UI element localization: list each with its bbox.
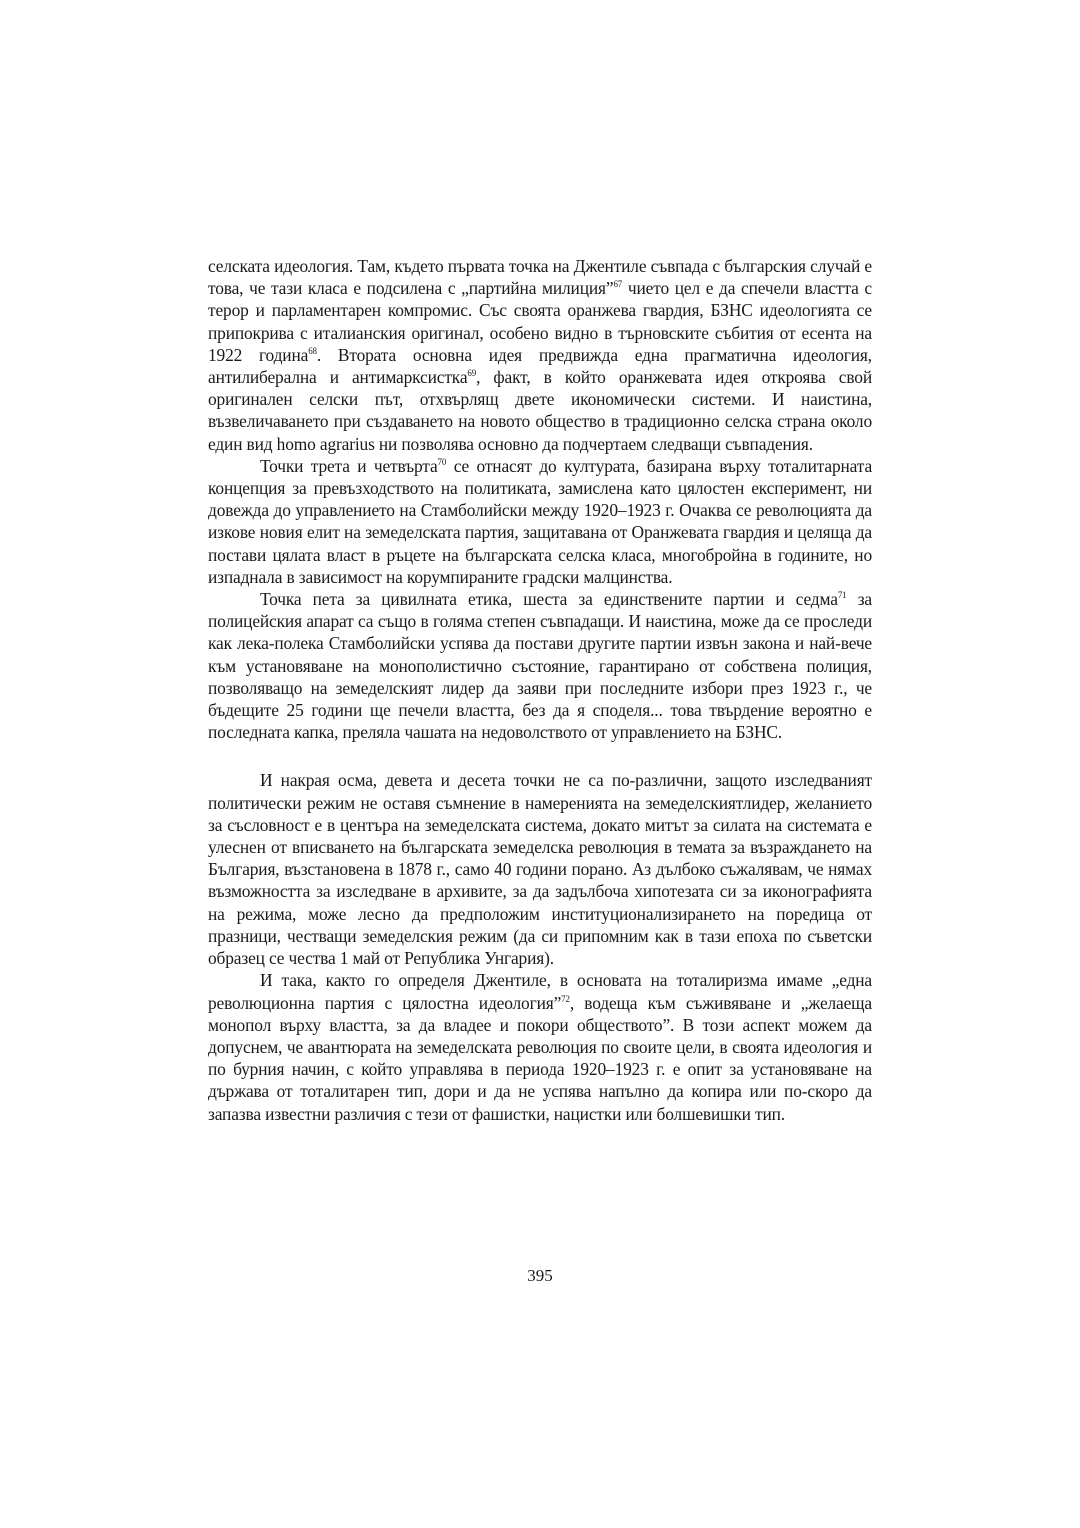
paragraph-1-text-d: , факт, в който оранжевата идея откроява свой оригинален селски път, отхвърлящ двете икономически системи. И наистина, възвеличаването при създаването на новото общество в традиционно селска страна около един вид homo agrarius ни позволява основно да подчертаем следващи съвпадения. <box>208 367 872 454</box>
paragraph-4 <box>208 769 872 969</box>
page-body <box>208 255 872 1125</box>
footnote-ref-67[interactable]: 67 <box>613 279 623 290</box>
paragraph-1-text-b: чието цел е да спечели властта с терор и парламентарен компромис. Със своята оранжева гвардия, БЗНС идеологията се припокрива с италианския оригинал, особено видно в търновските събития от есента на 1922 година <box>208 278 872 365</box>
footnote-ref-70[interactable]: 70 <box>437 456 447 467</box>
paragraph-5-text-b: , водеща към съживяване и „желаеща монопол върху властта, за да владее и покори обществото”. В този аспект можем да допуснем, че авантюрата на земеделската революция по своите цели, в своята идеология и по бурния начин, с който управлява в периода 1920–1923 г. е опит за установяване на държава от тоталитарен тип, дори и да не успява напълно да копира или по-скоро да запазва известни различия с тези от фашистки, нацистки или болшевишки тип. <box>208 992 872 1124</box>
paragraph-3-text-a: Точка пета за цивилната етика, шеста за единствените партии и седма <box>260 589 838 610</box>
footnote-ref-68[interactable]: 68 <box>308 345 317 356</box>
paragraph-5-text-a: И така, както го определя Джентиле, в основата на тоталиризма имаме „една революционна партия с цялостна идеология” <box>208 970 872 1013</box>
footnote-ref-69[interactable]: 69 <box>467 368 477 379</box>
paragraph-1-text-c: . Втората основна идея предвижда една прагматична идеология, антилиберална и антимарксистка <box>208 344 872 388</box>
paragraph-2-text-b: се отнасят до културата, базирана върху тоталитарната концепция за превъзходството на политиката, замислена като цялостен експеримент, ни довежда до управлението на Стамболийски между 1920–1923 г. Очаква се революцията да изкове новия елит на земеделската партия, защитавана от Оранжевата гвардия и целяща да постави цялата власт в ръцете на българската селска класа, многобройна в годините, но изпаднала в зависимост на корумпираните градски малцинства. <box>208 455 873 587</box>
paragraph-3 <box>208 588 872 743</box>
paragraph-2-text-a: Точки трета и четвърта <box>260 455 438 476</box>
paragraph-1 <box>208 255 872 455</box>
paragraph-5 <box>208 969 872 1124</box>
footnote-ref-71[interactable]: 71 <box>837 590 847 601</box>
paragraph-gap <box>208 743 872 769</box>
paragraph-2 <box>208 455 872 588</box>
paragraph-3-text-b: за полицейския апарат са също в голяма степен съвпадащи. И наистина, може да се проследи как лека-полека Стамболийски успява да постави другите партии извън закона и най-вече към установяване на монополистично състояние, гарантирано от собствена полиция, позволяващо на земеделският лидер да заяви при последните избори през 1923 г., че бъдещите 25 години ще печели властта, без да я споделя... това твърдение вероятно е последната капка, преляла чашата на недоволството от управлението на БЗНС. <box>208 589 872 743</box>
footnote-ref-72[interactable]: 72 <box>561 993 570 1004</box>
paragraph-4-text: И накрая осма, девета и десета точки не са по-различни, защото изследваният политически режим не оставя съмнение в намеренията на земеделскиятлидер, желанието за съсловност е в центъра на земеделската система, докато митът за силата на системата е улеснен от вписването на българската земеделска революция в темата за възраждането на България, възстановена в 1878 г., само 40 години порано. Аз дълбоко съжалявам, че нямах възможността за изследване в архивите, за да задълбоча хипотезата си за иконографията на режима, може лесно да предположим институционализирането на поредица от празници, честващи земеделския режим (да си припомним как в тази епоха по съветски образец се чества 1 май от Република Унгария). <box>208 770 872 969</box>
page-number: 395 <box>527 1266 553 1285</box>
paragraph-1-text-a: селската идеология. Там, където първата точка на Джентиле съвпада с българския случай е това, че тази класа е подсилена с „партийна милиция” <box>208 256 872 299</box>
